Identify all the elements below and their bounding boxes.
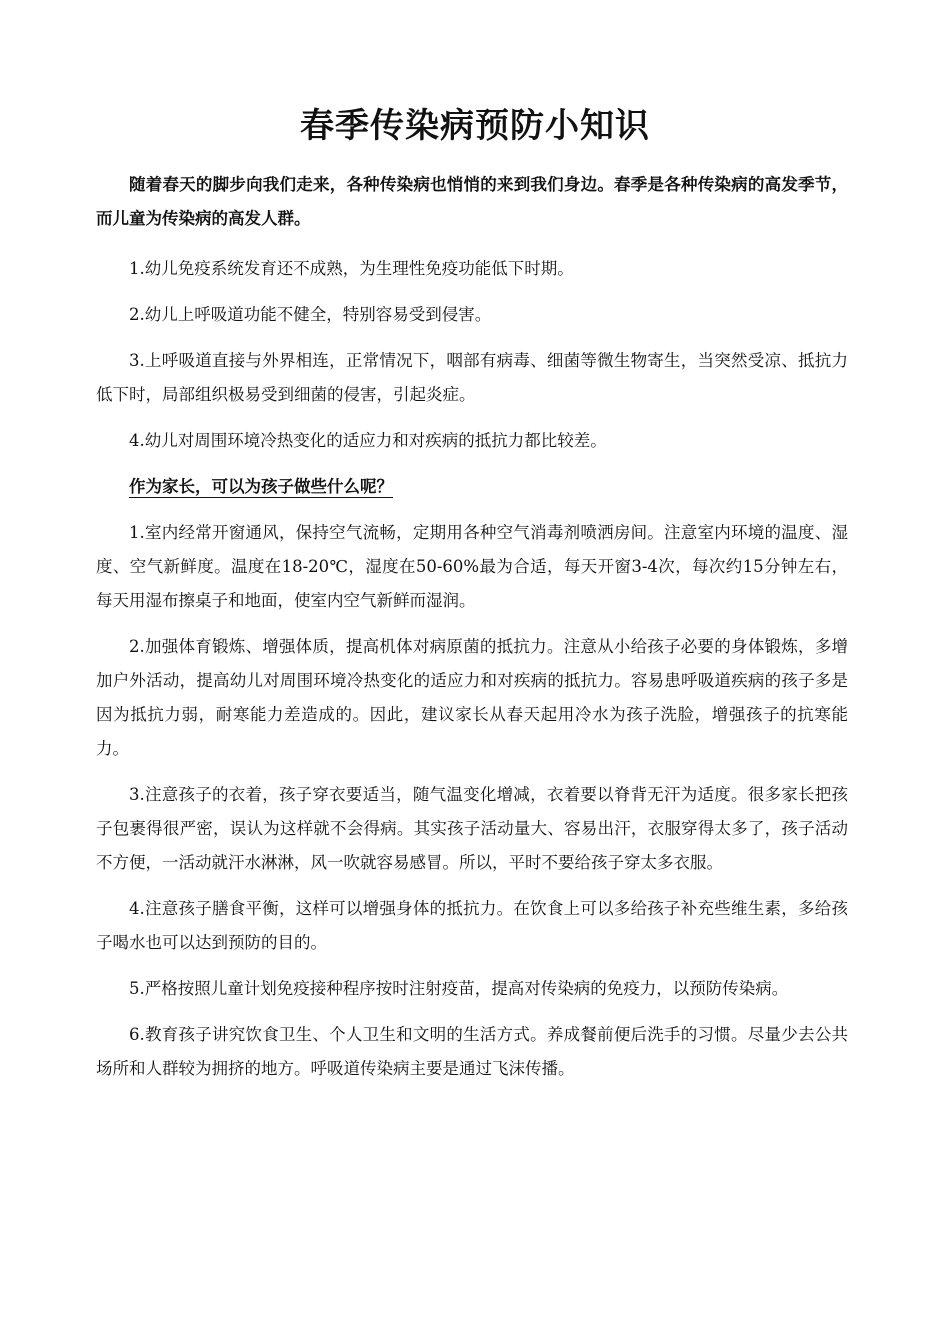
tip-paragraph-5: 5.严格按照儿童计划免疫接种程序按时注射疫苗，提高对传染病的免疫力，以预防传染病。 bbox=[129, 979, 789, 998]
tip-paragraph-3: 3.注意孩子的衣着，孩子穿衣要适当，随气温变化增减，衣着要以脊背无汗为适度。很多家长把孩子包裹得很严密，误认为这样就不会得病。其实孩子活动量大、容易出汗，衣服穿得太多了，孩子活动不方便，一活动就汗水淋淋，风一吹就容易感冒。所以，平时不要给孩子穿太多衣服。 bbox=[96, 785, 848, 872]
document-title: 春季传染病预防小知识 bbox=[300, 106, 650, 146]
reason-paragraph-1: 1.幼儿免疫系统发育还不成熟，为生理性免疫功能低下时期。 bbox=[129, 259, 574, 278]
reason-paragraph-2: 2.幼儿上呼吸道功能不健全，特别容易受到侵害。 bbox=[129, 305, 492, 324]
tip-paragraph-6: 6.教育孩子讲究饮食卫生、个人卫生和文明的生活方式。养成餐前便后洗手的习惯。尽量少去公共场所和人群较为拥挤的地方。呼吸道传染病主要是通过飞沫传播。 bbox=[96, 1025, 848, 1078]
intro-paragraph: 随着春天的脚步向我们走来，各种传染病也悄悄的来到我们身边。春季是各种传染病的高发季节，而儿童为传染病的高发人群。 bbox=[96, 175, 848, 228]
document-body bbox=[96, 168, 848, 1098]
section-heading bbox=[96, 470, 848, 504]
section-heading-text: 作为家长，可以为孩子做些什么呢？ bbox=[129, 477, 393, 496]
tip-paragraph-2: 2.加强体育锻炼、增强体质，提高机体对病原菌的抵抗力。注意从小给孩子必要的身体锻炼，多增加户外活动，提高幼儿对周围环境冷热变化的适应力和对疾病的抵抗力。容易患呼吸道疾病的孩子多是因为抵抗力弱，耐寒能力差造成的。因此，建议家长从春天起用冷水为孩子洗脸，增强孩子的抗寒能力。 bbox=[96, 637, 848, 758]
reason-paragraph-4: 4.幼儿对周围环境冷热变化的适应力和对疾病的抵抗力都比较差。 bbox=[129, 431, 607, 450]
reason-paragraph-3: 3.上呼吸道直接与外界相连，正常情况下，咽部有病毒、细菌等微生物寄生，当突然受凉、抵抗力低下时，局部组织极易受到细菌的侵害，引起炎症。 bbox=[96, 351, 848, 404]
tip-paragraph-1: 1.室内经常开窗通风，保持空气流畅，定期用各种空气消毒剂喷洒房间。注意室内环境的温度、湿度、空气新鲜度。温度在18-20℃，湿度在50-60%最为合适，每天开窗3-4次，每次约15分钟左右，每天用湿布擦桌子和地面，使室内空气新鲜而湿润。 bbox=[96, 523, 848, 610]
tip-paragraph-4: 4.注意孩子膳食平衡，这样可以增强身体的抵抗力。在饮食上可以多给孩子补充些维生素，多给孩子喝水也可以达到预防的目的。 bbox=[96, 899, 848, 952]
